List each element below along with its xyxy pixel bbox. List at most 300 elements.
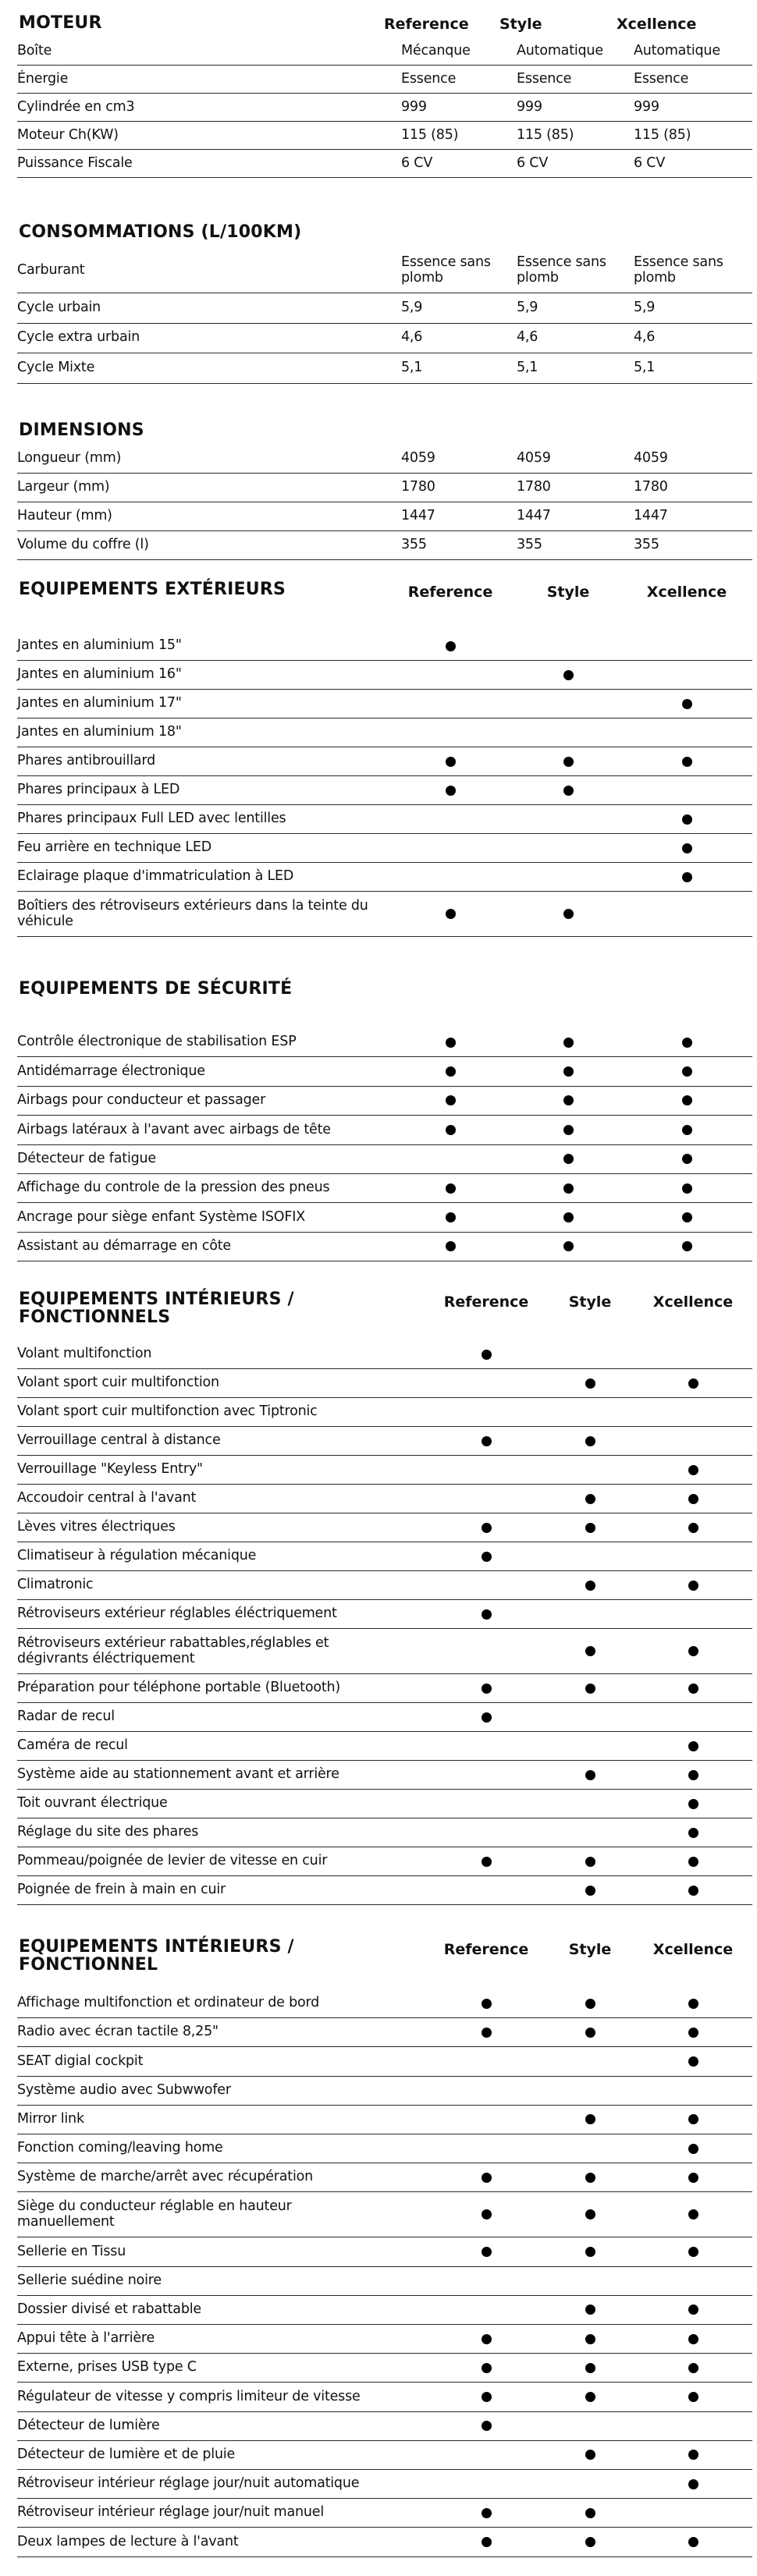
value-reference: 1447 <box>401 508 435 524</box>
row-label: Système aide au stationnement avant et arrière <box>17 1766 339 1783</box>
included-dot-xcellence <box>688 1581 698 1591</box>
included-dot-reference <box>482 1350 492 1360</box>
row-label: Pommeau/poignée de levier de vitesse en cuir <box>17 1853 328 1869</box>
included-dot-style <box>563 1212 574 1222</box>
included-dot-reference <box>482 2209 492 2219</box>
included-dot-style <box>585 2114 595 2124</box>
equipment-row <box>17 1847 752 1876</box>
column-header-xcellence: Xcellence <box>652 1293 734 1311</box>
included-dot-xcellence <box>688 2247 698 2257</box>
row-label: Régulateur de vitesse y compris limiteur de vitesse <box>17 2388 361 2404</box>
equipment-row <box>17 1674 752 1703</box>
included-dot-reference <box>446 641 456 651</box>
row-label: SEAT digial cockpit <box>17 2053 144 2069</box>
row-label: Cycle Mixte <box>17 359 95 375</box>
included-dot-xcellence <box>688 2537 698 2547</box>
included-dot-reference <box>446 1066 456 1077</box>
value-reference: 5,9 <box>401 299 423 315</box>
row-label: Boîte <box>17 42 52 59</box>
value-style: 5,1 <box>517 359 538 375</box>
included-dot-reference <box>482 2537 492 2547</box>
spec-row <box>17 66 752 94</box>
included-dot-xcellence <box>682 1038 692 1048</box>
row-label: Puissance Fiscale <box>17 154 133 171</box>
row-label: Système audio avec Subwwofer <box>17 2081 231 2098</box>
value-xcellence: 4059 <box>634 450 668 467</box>
included-dot-xcellence <box>688 2173 698 2183</box>
equipment-row <box>17 2163 752 2192</box>
included-dot-xcellence <box>688 2334 698 2344</box>
row-label: Lèves vitres électriques <box>17 1519 176 1535</box>
equipment-row <box>17 1340 752 1369</box>
value-reference: 355 <box>401 537 427 553</box>
included-dot-xcellence <box>682 1212 692 1222</box>
row-label: Cycle urbain <box>17 299 101 315</box>
row-label: Longueur (mm) <box>17 450 122 467</box>
spec-row <box>17 353 752 384</box>
value-xcellence: 1780 <box>634 479 668 495</box>
included-dot-xcellence <box>688 1828 698 1838</box>
included-dot-style <box>563 1154 574 1164</box>
equipment-row <box>17 2296 752 2325</box>
included-dot-xcellence <box>682 843 692 853</box>
value-style: 4059 <box>517 450 551 467</box>
value-style: 999 <box>517 98 542 115</box>
equipment-row <box>17 719 752 747</box>
value-reference: 5,1 <box>401 359 423 375</box>
row-label: Préparation pour téléphone portable (Bluetooth) <box>17 1680 341 1696</box>
value-xcellence: 6 CV <box>634 154 666 171</box>
spec-row <box>17 531 752 560</box>
row-label: Détecteur de lumière <box>17 2417 160 2433</box>
included-dot-style <box>585 2247 595 2257</box>
included-dot-xcellence <box>688 1465 698 1475</box>
included-dot-reference <box>482 1609 492 1620</box>
included-dot-reference <box>446 1183 456 1194</box>
included-dot-style <box>563 1241 574 1251</box>
row-label: Eclairage plaque d'immatriculation à LED <box>17 868 294 885</box>
included-dot-xcellence <box>688 1770 698 1780</box>
included-dot-style <box>563 1038 574 1048</box>
included-dot-xcellence <box>682 1183 692 1194</box>
section-title: EQUIPEMENTS DE SÉCURITÉ <box>19 979 293 999</box>
spec-row <box>17 293 752 324</box>
equipment-row <box>17 1485 752 1513</box>
included-dot-xcellence <box>688 1646 698 1656</box>
included-dot-xcellence <box>682 1154 692 1164</box>
row-label: Ancrage pour siège enfant Système ISOFIX <box>17 1208 305 1225</box>
included-dot-style <box>585 2028 595 2038</box>
row-label: Climatiseur à régulation mécanique <box>17 1548 257 1564</box>
included-dot-style <box>585 2363 595 2373</box>
value-reference: 1780 <box>401 479 435 495</box>
column-header-xcellence: Xcellence <box>617 16 697 33</box>
included-dot-xcellence <box>688 1684 698 1694</box>
equipment-row <box>17 2047 752 2076</box>
included-dot-reference <box>446 909 456 919</box>
equipment-row <box>17 1513 752 1542</box>
row-label: Moteur Ch(KW) <box>17 126 119 143</box>
value-style: Essence sans plomb <box>517 254 606 286</box>
value-style: 6 CV <box>517 154 549 171</box>
row-label: Rétroviseur intérieur réglage jour/nuit automatique <box>17 2475 360 2492</box>
value-xcellence: 115 (85) <box>634 126 691 143</box>
equipment-row <box>17 1818 752 1847</box>
included-dot-xcellence <box>682 1066 692 1077</box>
equipment-row <box>17 2383 752 2411</box>
row-label: Cycle extra urbain <box>17 329 140 346</box>
included-dot-xcellence <box>688 1857 698 1867</box>
included-dot-style <box>585 1857 595 1867</box>
included-dot-style <box>585 1999 595 2009</box>
row-label: Contrôle électronique de stabilisation ESP <box>17 1034 297 1050</box>
equipment-row <box>17 2325 752 2354</box>
value-xcellence: 355 <box>634 537 659 553</box>
section-title: MOTEUR <box>19 13 102 33</box>
column-header-style: Style <box>499 16 542 33</box>
column-header-style: Style <box>546 584 590 601</box>
included-dot-xcellence <box>688 2363 698 2373</box>
value-style: 1780 <box>517 479 551 495</box>
equipment-row <box>17 1542 752 1571</box>
included-dot-reference <box>482 1436 492 1446</box>
equipment-row <box>17 1703 752 1732</box>
row-label: Sellerie suédine noire <box>17 2272 162 2288</box>
spec-row <box>17 122 752 150</box>
included-dot-style <box>585 2305 595 2315</box>
value-reference: 4059 <box>401 450 435 467</box>
equipment-row <box>17 1369 752 1398</box>
column-header-reference: Reference <box>443 1293 529 1311</box>
equipment-row <box>17 2237 752 2266</box>
included-dot-xcellence <box>682 1241 692 1251</box>
row-label: Cylindrée en cm3 <box>17 98 135 115</box>
included-dot-reference <box>482 2421 492 2431</box>
row-label: Appui tête à l'arrière <box>17 2330 155 2347</box>
row-label: Détecteur de lumière et de pluie <box>17 2446 236 2463</box>
row-label: Fonction coming/leaving home <box>17 2140 223 2156</box>
row-label: Assistant au démarrage en côte <box>17 1238 231 1254</box>
included-dot-reference <box>446 786 456 796</box>
value-xcellence: Automatique <box>634 42 720 59</box>
spec-row <box>17 248 752 293</box>
equipment-row <box>17 1057 752 1086</box>
equipment-row <box>17 1989 752 2018</box>
included-dot-xcellence <box>682 1125 692 1135</box>
row-label: Jantes en aluminium 17" <box>17 695 182 711</box>
equipment-row <box>17 1600 752 1629</box>
spec-row <box>17 94 752 122</box>
row-label: Jantes en aluminium 15" <box>17 637 182 654</box>
equipment-row <box>17 2077 752 2106</box>
row-label: Détecteur de fatigue <box>17 1150 156 1166</box>
equipment-row <box>17 2267 752 2296</box>
equipment-row <box>17 661 752 690</box>
included-dot-reference <box>482 2392 492 2402</box>
value-reference: Essence sans plomb <box>401 254 491 286</box>
included-dot-xcellence <box>688 1378 698 1389</box>
included-dot-reference <box>482 2173 492 2183</box>
included-dot-xcellence <box>688 2144 698 2154</box>
spec-row <box>17 502 752 531</box>
equipment-row <box>17 1028 752 1057</box>
value-reference: 6 CV <box>401 154 433 171</box>
row-label: Verrouillage central à distance <box>17 1432 221 1449</box>
equipment-row <box>17 1761 752 1790</box>
included-dot-xcellence <box>688 1523 698 1533</box>
included-dot-xcellence <box>682 872 692 882</box>
included-dot-style <box>585 1523 595 1533</box>
row-label: Volume du coffre (l) <box>17 537 149 553</box>
equipment-row <box>17 2134 752 2163</box>
equipment-row <box>17 2528 752 2556</box>
equipment-row <box>17 1203 752 1232</box>
column-header-style: Style <box>568 1293 612 1311</box>
value-xcellence: 4,6 <box>634 329 656 346</box>
row-label: Phares principaux à LED <box>17 782 180 798</box>
row-label: Radar de recul <box>17 1708 115 1725</box>
value-xcellence: 5,1 <box>634 359 656 375</box>
included-dot-reference <box>482 2247 492 2257</box>
value-reference: 4,6 <box>401 329 423 346</box>
included-dot-xcellence <box>682 1095 692 1105</box>
value-reference: Essence <box>401 70 457 87</box>
equipment-row <box>17 2018 752 2047</box>
included-dot-xcellence <box>688 2028 698 2038</box>
equipment-row <box>17 776 752 805</box>
row-label: Carburant <box>17 261 85 278</box>
row-label: Énergie <box>17 70 69 87</box>
included-dot-xcellence <box>688 2479 698 2489</box>
included-dot-xcellence <box>682 814 692 825</box>
included-dot-reference <box>482 2028 492 2038</box>
included-dot-reference <box>446 1095 456 1105</box>
row-label: Volant sport cuir multifonction <box>17 1375 219 1391</box>
equipment-row <box>17 834 752 863</box>
included-dot-style <box>563 1125 574 1135</box>
section-title: CONSOMMATIONS (L/100KM) <box>19 222 302 242</box>
included-dot-style <box>585 1494 595 1504</box>
section-title: EQUIPEMENTS INTÉRIEURS / FONCTIONNEL <box>19 1937 294 1975</box>
equipment-row <box>17 1427 752 1456</box>
row-label: Feu arrière en technique LED <box>17 839 212 856</box>
section-title: DIMENSIONS <box>19 420 144 440</box>
equipment-row <box>17 1456 752 1485</box>
equipment-row <box>17 2499 752 2528</box>
equipment-row <box>17 2470 752 2499</box>
included-dot-style <box>563 1183 574 1194</box>
included-dot-style <box>585 2209 595 2219</box>
equipment-row <box>17 1876 752 1905</box>
included-dot-xcellence <box>688 1886 698 1896</box>
column-header-reference: Reference <box>443 1941 529 1958</box>
row-label: Verrouillage "Keyless Entry" <box>17 1461 203 1478</box>
value-xcellence: Essence sans plomb <box>634 254 723 286</box>
row-label: Accoudoir central à l'avant <box>17 1490 197 1506</box>
row-label: Affichage multifonction et ordinateur de bord <box>17 1995 320 2011</box>
included-dot-style <box>563 757 574 767</box>
row-label: Jantes en aluminium 18" <box>17 724 182 740</box>
equipment-row <box>17 1145 752 1174</box>
included-dot-style <box>563 786 574 796</box>
equipment-row <box>17 747 752 776</box>
included-dot-xcellence <box>682 757 692 767</box>
row-label: Volant multifonction <box>17 1346 152 1362</box>
row-label: Toit ouvrant électrique <box>17 1795 168 1811</box>
equipment-row <box>17 1571 752 1600</box>
equipment-row <box>17 1732 752 1761</box>
value-xcellence: 5,9 <box>634 299 656 315</box>
column-header-reference: Reference <box>407 584 493 601</box>
equipment-row <box>17 690 752 719</box>
included-dot-style <box>563 909 574 919</box>
included-dot-style <box>585 1436 595 1446</box>
value-xcellence: 999 <box>634 98 659 115</box>
row-label: Rétroviseurs extérieur rabattables,réglables et dégivrants éléctriquement <box>17 1634 329 1666</box>
row-label: Affichage du controle de la pression des pneus <box>17 1180 330 1196</box>
included-dot-reference <box>482 2508 492 2518</box>
included-dot-xcellence <box>688 1999 698 2009</box>
spec-row <box>17 150 752 178</box>
included-dot-xcellence <box>682 699 692 709</box>
value-reference: Mécanque <box>401 42 471 59</box>
included-dot-style <box>585 2450 595 2460</box>
row-label: Caméra de recul <box>17 1737 128 1754</box>
row-label: Dossier divisé et rabattable <box>17 2301 201 2318</box>
equipment-row <box>17 863 752 892</box>
included-dot-xcellence <box>688 1799 698 1809</box>
included-dot-style <box>585 1581 595 1591</box>
included-dot-style <box>585 2508 595 2518</box>
spec-row <box>17 474 752 502</box>
value-reference: 999 <box>401 98 427 115</box>
row-label: Externe, prises USB type C <box>17 2359 197 2376</box>
equipment-row <box>17 2354 752 2383</box>
equipment-row <box>17 1629 752 1674</box>
value-style: 115 (85) <box>517 126 574 143</box>
equipment-row <box>17 632 752 661</box>
included-dot-xcellence <box>688 2209 698 2219</box>
included-dot-reference <box>482 1684 492 1694</box>
row-label: Sellerie en Tissu <box>17 2243 126 2259</box>
included-dot-style <box>585 2392 595 2402</box>
value-style: Essence <box>517 70 572 87</box>
equipment-row <box>17 2106 752 2134</box>
equipment-row <box>17 1233 752 1261</box>
section-title: EQUIPEMENTS EXTÉRIEURS <box>19 580 286 599</box>
spec-row <box>17 37 752 66</box>
row-label: Deux lampes de lecture à l'avant <box>17 2533 239 2549</box>
included-dot-style <box>585 1646 595 1656</box>
included-dot-style <box>585 1684 595 1694</box>
equipment-row <box>17 1398 752 1427</box>
equipment-row <box>17 892 752 937</box>
equipment-row <box>17 2441 752 2470</box>
row-label: Phares antibrouillard <box>17 753 155 769</box>
included-dot-style <box>585 1886 595 1896</box>
spec-row <box>17 324 752 354</box>
included-dot-reference <box>446 1125 456 1135</box>
row-label: Hauteur (mm) <box>17 508 112 524</box>
included-dot-style <box>585 2537 595 2547</box>
value-style: 355 <box>517 537 542 553</box>
row-label: Système de marche/arrêt avec récupération <box>17 2169 314 2185</box>
included-dot-reference <box>482 2334 492 2344</box>
column-header-xcellence: Xcellence <box>652 1941 734 1958</box>
equipment-row <box>17 1087 752 1116</box>
row-label: Boîtiers des rétroviseurs extérieurs dans la teinte du véhicule <box>17 897 368 929</box>
included-dot-reference <box>482 1999 492 2009</box>
column-header-style: Style <box>568 1941 612 1958</box>
value-style: 4,6 <box>517 329 538 346</box>
value-style: Automatique <box>517 42 603 59</box>
row-label: Volant sport cuir multifonction avec Tiptronic <box>17 1403 318 1420</box>
equipment-row <box>17 2412 752 2441</box>
included-dot-reference <box>446 1241 456 1251</box>
equipment-row <box>17 1790 752 1818</box>
included-dot-xcellence <box>688 1494 698 1504</box>
included-dot-xcellence <box>688 2305 698 2315</box>
row-label: Mirror link <box>17 2111 84 2127</box>
value-xcellence: Essence <box>634 70 689 87</box>
equipment-row <box>17 805 752 834</box>
included-dot-reference <box>482 1857 492 1867</box>
row-label: Poignée de frein à main en cuir <box>17 1882 226 1898</box>
column-header-reference: Reference <box>384 16 469 33</box>
row-label: Siège du conducteur réglable en hauteur manuellement <box>17 2198 292 2230</box>
column-header-xcellence: Xcellence <box>646 584 727 601</box>
included-dot-reference <box>482 1523 492 1533</box>
included-dot-style <box>585 1770 595 1780</box>
row-label: Antidémarrage électronique <box>17 1063 205 1079</box>
included-dot-reference <box>482 2363 492 2373</box>
included-dot-reference <box>482 1712 492 1723</box>
equipment-row <box>17 2192 752 2237</box>
value-style: 1447 <box>517 508 551 524</box>
included-dot-style <box>563 1095 574 1105</box>
section-title: EQUIPEMENTS INTÉRIEURS / FONCTIONNELS <box>19 1290 294 1328</box>
included-dot-reference <box>446 1038 456 1048</box>
included-dot-style <box>563 1066 574 1077</box>
row-label: Climatronic <box>17 1577 94 1593</box>
included-dot-xcellence <box>688 2056 698 2067</box>
included-dot-style <box>585 2334 595 2344</box>
included-dot-reference <box>446 1212 456 1222</box>
row-label: Rétroviseurs extérieur réglables éléctriquement <box>17 1606 337 1622</box>
included-dot-xcellence <box>688 2392 698 2402</box>
value-style: 5,9 <box>517 299 538 315</box>
row-label: Phares principaux Full LED avec lentilles <box>17 811 286 827</box>
included-dot-xcellence <box>688 1741 698 1751</box>
included-dot-style <box>563 670 574 680</box>
row-label: Largeur (mm) <box>17 479 110 495</box>
included-dot-xcellence <box>688 2114 698 2124</box>
included-dot-style <box>585 1378 595 1389</box>
value-reference: 115 (85) <box>401 126 459 143</box>
included-dot-xcellence <box>688 2450 698 2460</box>
row-label: Réglage du site des phares <box>17 1824 199 1840</box>
row-label: Jantes en aluminium 16" <box>17 666 182 683</box>
equipment-row <box>17 1116 752 1144</box>
row-label: Airbags latéraux à l'avant avec airbags de tête <box>17 1121 331 1137</box>
included-dot-reference <box>446 757 456 767</box>
included-dot-style <box>585 2173 595 2183</box>
row-label: Radio avec écran tactile 8,25" <box>17 2024 219 2040</box>
value-xcellence: 1447 <box>634 508 668 524</box>
spec-row <box>17 445 752 474</box>
row-label: Airbags pour conducteur et passager <box>17 1092 266 1109</box>
equipment-row <box>17 1174 752 1203</box>
